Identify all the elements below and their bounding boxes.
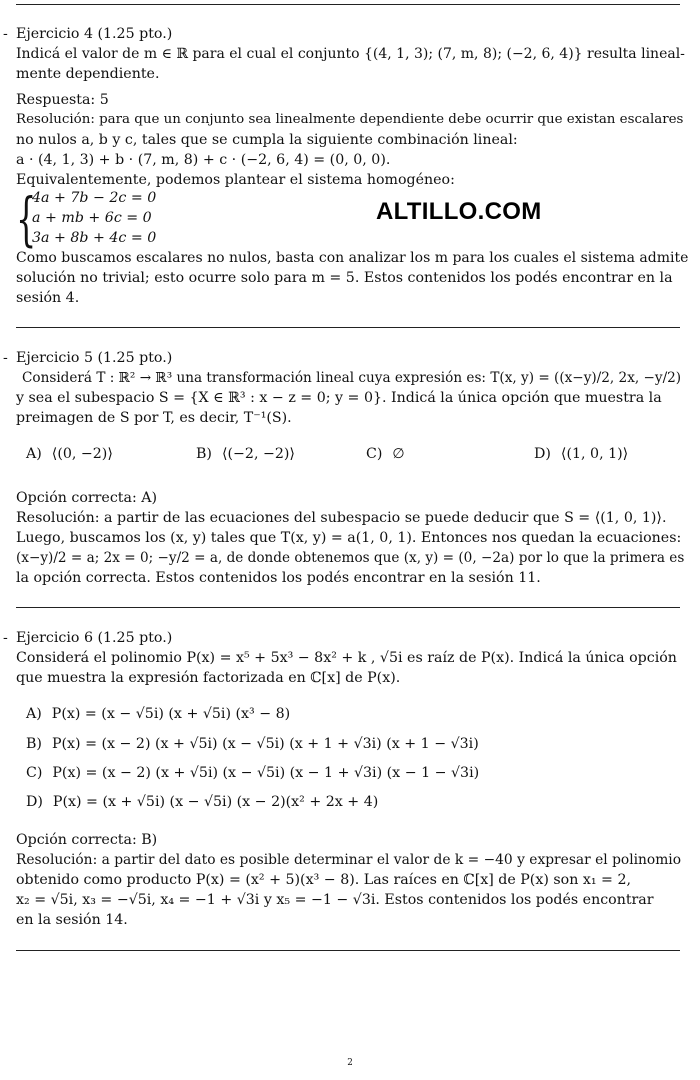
exercise-4-conclusion [16,248,689,308]
exercise-6-statement-line: que muestra la expresión factorizada en ℂ[x] de P(x). [16,670,401,686]
resolution-line: Resolución: a partir del dato es posible determinar el valor de k = −40 y expresar el polinomio [16,852,682,868]
bullet-dash: - [3,630,8,646]
correct-option: Opción correcta: A) [16,490,158,506]
system-equation: a + mb + 6c = 0 [32,210,152,226]
exercise-4-statement-line: Indicá el valor de m ∈ ℝ para el cual el conjunto {(4, 1, 3); (7, m, 8); (−2, 6, 4)} resulta lineal- [16,46,685,62]
resolution-line: a · (4, 1, 3) + b · (7, m, 8) + c · (−2, 6, 4) = (0, 0, 0). [16,152,391,168]
section-divider [16,950,680,951]
resolution-line: obtenido como producto P(x) = (x² + 5)(x³ − 8). Las raíces en ℂ[x] de P(x) son x₁ = 2, [16,872,631,888]
option-text: P(x) = (x + √5i) (x − √5i) (x − 2)(x² + 2x + 4) [52,794,379,810]
option-label: C) [26,765,43,781]
exercise-5-statement-line: preimagen de S por T, es decir, T⁻¹(S). [16,410,292,426]
resolution-line: x₂ = √5i, x₃ = −√5i, x₄ = −1 + √3i y x₅ = −1 − √3i. Estos contenidos los podés encontrar [16,892,654,908]
resolution-line: Equivalentemente, podemos plantear el sistema homogéneo: [16,172,455,188]
option-text: P(x) = (x − 2) (x + √5i) (x − √5i) (x − 1 + √3i) (x − 1 − √3i) [52,765,480,781]
option-b[interactable] [196,444,295,464]
bullet-dash: - [3,26,8,42]
exercise-4-answer-block [16,90,684,190]
option-d[interactable] [534,444,628,464]
exercise-5-statement-line: Considerá T : ℝ² → ℝ³ una transformación lineal cuya expresión es: T(x, y) = ((x−y)/2, 2x, −y/2) [22,370,682,386]
option-text: P(x) = (x − √5i) (x + √5i) (x³ − 8) [51,706,291,722]
exercise-4-heading: Ejercicio 4 (1.25 pto.) [16,26,173,42]
resolution-line: Como buscamos escalares no nulos, basta con analizar los m para los cuales el sistema admite [16,250,689,266]
page-number: 2 [347,1058,353,1068]
top-divider [16,4,680,5]
altillo-watermark: ALTILLO.COM [376,198,542,225]
option-c[interactable] [26,763,479,783]
resolution-line: en la sesión 14. [16,912,128,928]
option-a[interactable] [26,444,113,464]
resolution-line: Resolución: para que un conjunto sea linealmente dependiente debe ocurrir que existan escalares [16,112,684,127]
option-text: ⟨(−2, −2)⟩ [221,446,295,462]
exercise-4 [16,24,685,84]
option-a[interactable] [26,704,290,724]
system-equation: 3a + 8b + 4c = 0 [32,230,157,246]
exercise-6-answer-block [16,830,680,930]
option-label: B) [26,736,42,752]
option-text: ∅ [392,446,405,462]
option-label: D) [534,446,551,462]
option-label: B) [196,446,212,462]
resolution-line: (x−y)/2 = a; 2x = 0; −y/2 = a, de donde obtenemos que (x, y) = (0, −2a) por lo que la primera es [16,550,685,566]
system-equation: 4a + 7b − 2c = 0 [32,190,157,206]
exercise-5-answer-block [16,488,685,588]
exercise-5-statement-line: y sea el subespacio S = {X ∈ ℝ³ : x − z = 0; y = 0}. Indicá la única opción que muestra la [16,390,662,406]
resolution-line: solución no trivial; esto ocurre solo para m = 5. Estos contenidos los podés encontrar en la [16,270,673,286]
resolution-line: la opción correcta. Estos contenidos los podés encontrar en la sesión 11. [16,570,541,586]
section-divider [16,607,680,608]
exercise-6-statement-line: Considerá el polinomio P(x) = x⁵ + 5x³ − 8x² + k , √5i es raíz de P(x). Indicá la única opción [16,650,677,666]
option-label: D) [26,794,43,810]
option-text: ⟨(0, −2)⟩ [51,446,113,462]
option-d[interactable] [26,792,378,812]
exercise-5-heading: Ejercicio 5 (1.25 pto.) [16,350,173,366]
exercise-6 [16,628,680,688]
system-brace: { [16,185,37,253]
option-c[interactable] [366,444,405,464]
option-b[interactable] [26,734,479,754]
exercise-5 [16,348,680,428]
exercise-6-heading: Ejercicio 6 (1.25 pto.) [16,630,173,646]
correct-option: Opción correcta: B) [16,832,158,848]
resolution-line: Luego, buscamos los (x, y) tales que T(x, y) = a(1, 0, 1). Entonces nos quedan la ecuaciones: [16,530,682,546]
option-text: ⟨(1, 0, 1)⟩ [560,446,629,462]
bullet-dash: - [3,350,8,366]
resolution-line: sesión 4. [16,290,80,306]
option-label: A) [26,446,42,462]
option-label: C) [366,446,383,462]
option-text: P(x) = (x − 2) (x + √5i) (x − √5i) (x + 1 + √3i) (x + 1 − √3i) [51,736,479,752]
resolution-line: no nulos a, b y c, tales que se cumpla la siguiente combinación lineal: [16,132,518,148]
option-label: A) [26,706,42,722]
exercise-4-answer: Respuesta: 5 [16,92,109,108]
resolution-line: Resolución: a partir de las ecuaciones del subespacio se puede deducir que S = ⟨(1, 0, 1)⟩. [16,510,667,526]
exercise-4-statement-line: mente dependiente. [16,66,160,82]
section-divider [16,327,680,328]
